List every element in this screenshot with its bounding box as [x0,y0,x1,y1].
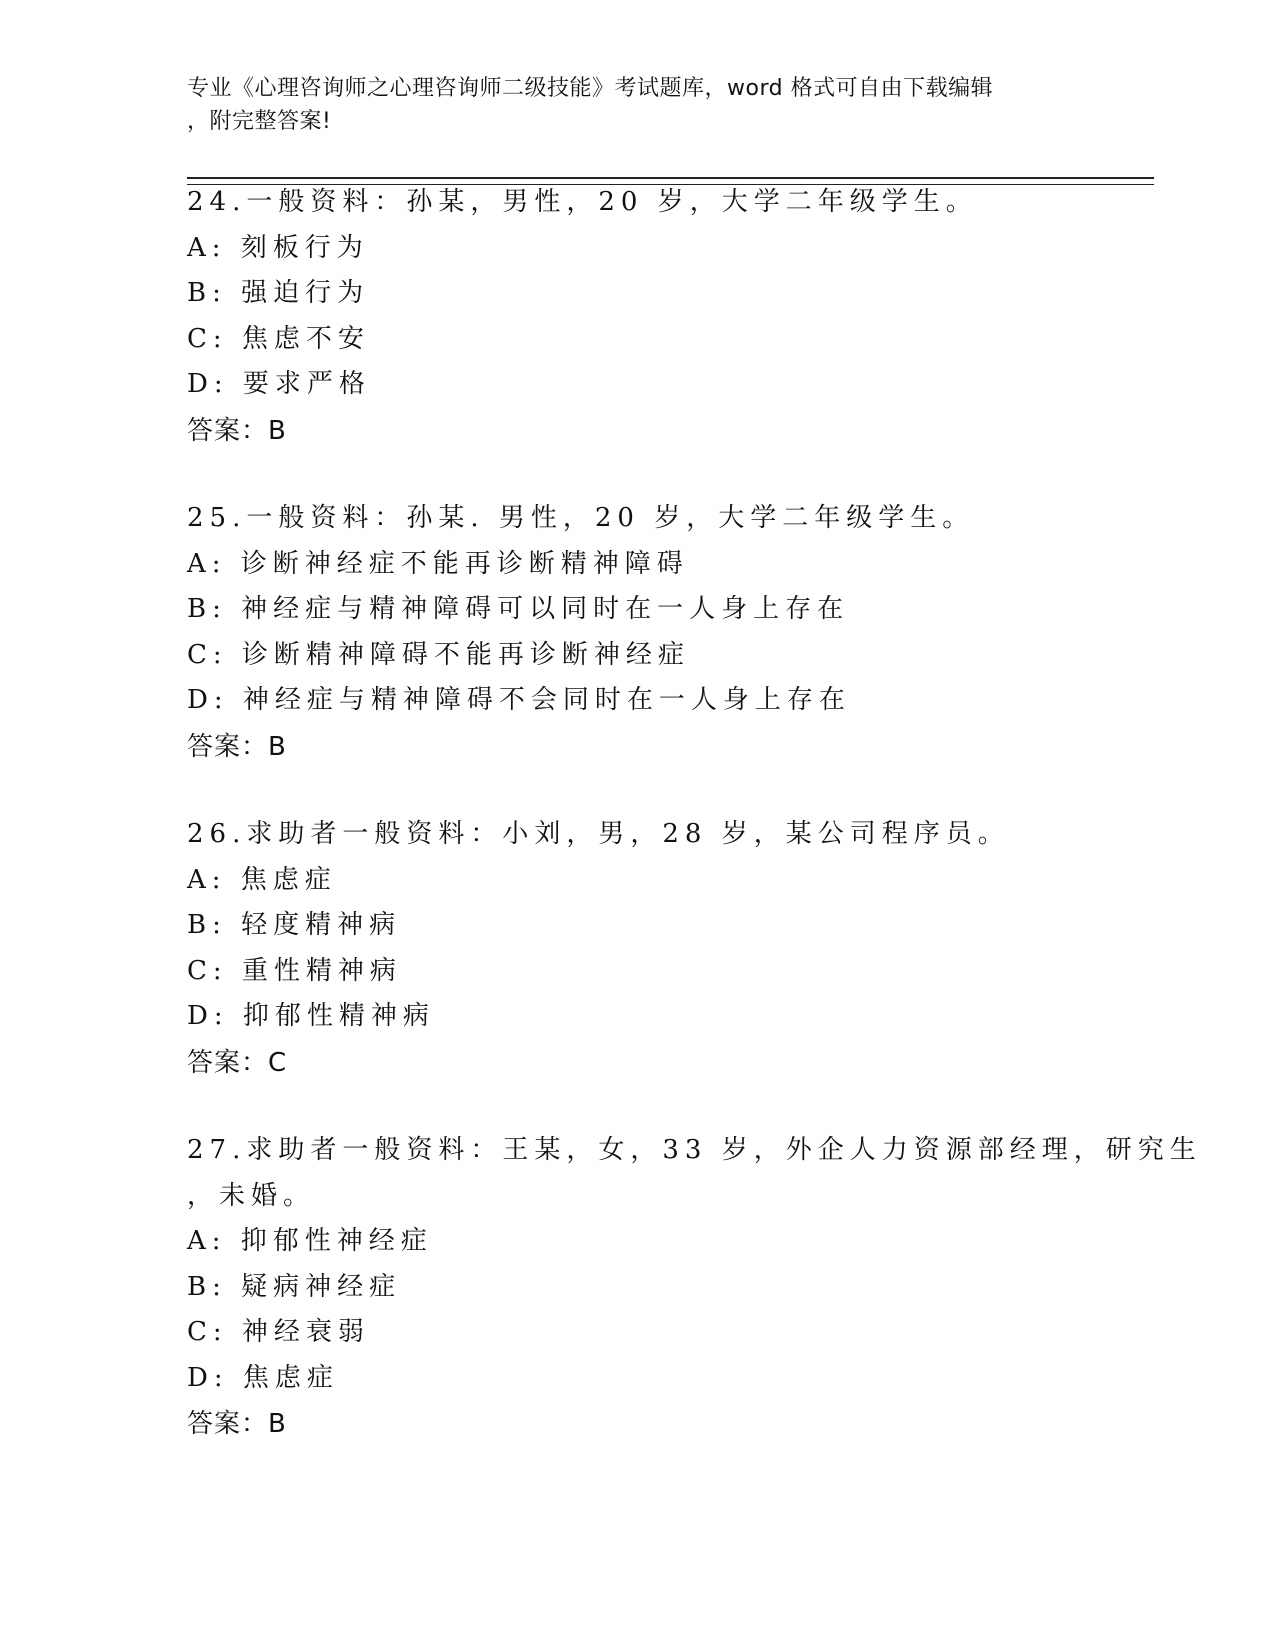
question-stem: 27.求助者一般资料：王某，女，33 岁，外企人力资源部经理，研究生 [187,1135,1202,1165]
question-24 [187,180,1147,454]
option-c: C: 诊断精神障碍不能再诊断神经症 [187,639,690,670]
option-b: B: 轻度精神病 [187,910,402,940]
option-b: B: 神经症与精神障碍可以同时在一人身上存在 [187,594,850,624]
option-a: A: 抑郁性神经症 [187,1226,433,1256]
option-c: C: 焦虑不安 [187,323,370,354]
question-stem: 25.一般资料：孙某. 男性，20 岁，大学二年级学生。 [187,503,975,533]
question-26 [187,812,1147,1086]
answer-line: 答案：C [187,1047,288,1078]
option-d: D: 抑郁性精神病 [187,1001,435,1031]
option-c: C: 神经衰弱 [187,1317,370,1347]
option-a: A: 刻板行为 [187,232,369,263]
option-b: B: 强迫行为 [187,278,370,308]
option-a: A: 诊断神经症不能再诊断精神障碍 [187,548,689,579]
option-d: D: 要求严格 [187,369,371,399]
question-27 [187,1128,1202,1447]
document-header [187,72,1087,138]
question-stem-continued: ，未婚。 [187,1180,316,1211]
answer-line: 答案：B [187,415,287,446]
option-d: D: 神经症与精神障碍不会同时在一人身上存在 [187,685,851,715]
header-line-2: ，附完整答案! [187,109,332,134]
option-b: B: 疑病神经症 [187,1271,402,1302]
option-c: C: 重性精神病 [187,955,402,986]
question-25 [187,496,1147,770]
question-stem: 24.一般资料：孙某，男性，20 岁，大学二年级学生。 [187,187,978,217]
question-stem: 26.求助者一般资料：小刘，男，28 岁，某公司程序员。 [187,819,1010,849]
option-d: D: 焦虑症 [187,1362,339,1393]
answer-line: 答案：B [187,1409,287,1439]
answer-line: 答案：B [187,731,287,762]
option-a: A: 焦虑症 [187,864,337,895]
header-line-1: 专业《心理咨询师之心理咨询师二级技能》考试题库，word 格式可自由下载编辑 [187,76,994,101]
